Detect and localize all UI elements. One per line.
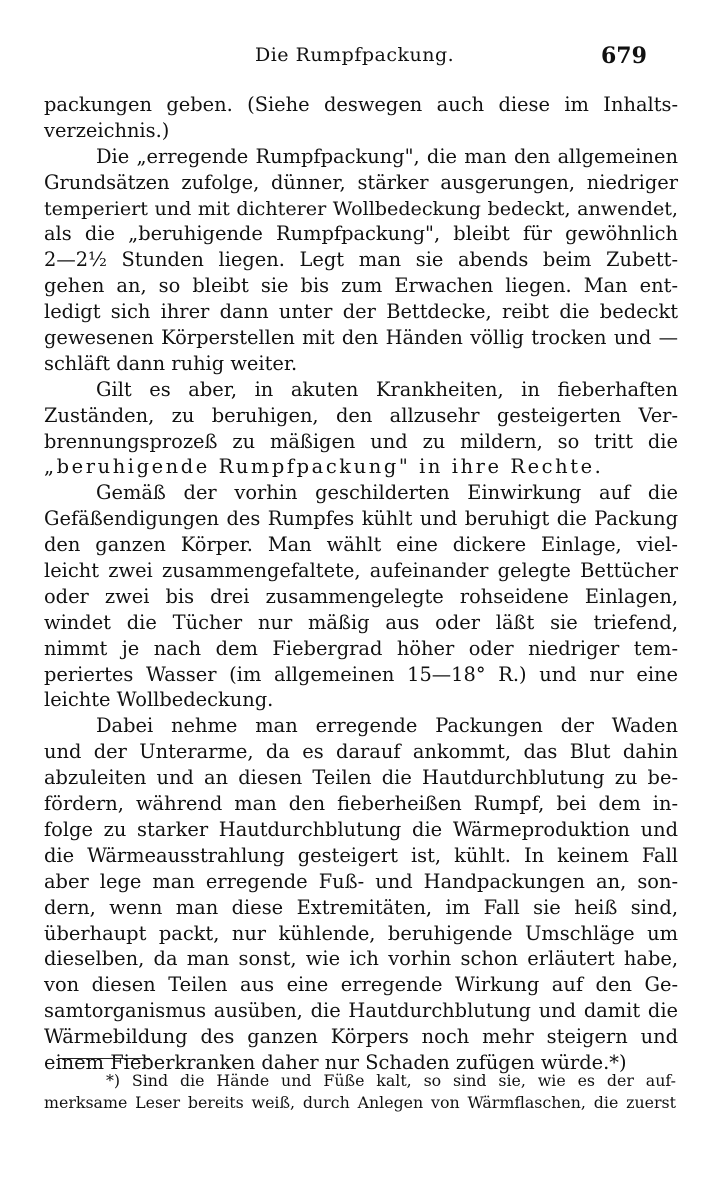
text-line: leicht zwei zusammengefaltete, aufeinander gelegte Bettücher (44, 559, 678, 583)
text-line: oder zwei bis drei zusammengelegte rohseidene Einlagen, (44, 584, 678, 608)
text-line: folge zu starker Hautdurchblutung die Wärmeproduktion und (44, 817, 678, 841)
text-line: brennungsprozeß zu mäßigen und zu mildern, so tritt die (44, 429, 678, 453)
text-line: Grundsätzen zufolge, dünner, stärker ausgerungen, niedriger (44, 170, 678, 194)
body-text (44, 92, 678, 1076)
text-line: gehen an, so bleibt sie bis zum Erwachen liegen. Man ent- (44, 274, 678, 298)
text-line: Gemäß der vorhin geschilderten Einwirkung auf die (96, 481, 678, 505)
running-head: Die Rumpfpackung. (255, 44, 455, 66)
text-line: schläft dann ruhig weiter. (44, 351, 298, 375)
text-line: einem Fieberkranken daher nur Schaden zufügen würde.*) (44, 1050, 627, 1074)
text-line: und der Unterarme, da es darauf ankommt, das Blut dahin (44, 740, 678, 764)
text-line: leichte Wollbedeckung. (44, 688, 274, 712)
text-line: dern, wenn man diese Extremitäten, im Fall sie heiß sind, (44, 895, 678, 919)
text-line: die Wärmeausstrahlung gesteigert ist, kühlt. In keinem Fall (44, 843, 678, 867)
text-line: ledigt sich ihrer dann unter der Bettdecke, reibt die bedeckt (44, 300, 678, 324)
text-line: gewesenen Körperstellen mit den Händen völlig trocken und — (44, 326, 678, 350)
text-line: nimmt je nach dem Fiebergrad höher oder niedriger tem- (44, 636, 678, 660)
footnote (44, 1070, 676, 1114)
footnote-line: *) Sind die Hände und Füße kalt, so sind sie, wie es der auf- (106, 1071, 676, 1090)
text-line: den ganzen Körper. Man wählt eine dickere Einlage, viel- (44, 533, 678, 557)
text-line: Dabei nehme man erregende Packungen der Waden (96, 714, 678, 738)
text-line: samtorganismus ausüben, die Hautdurchblutung und damit die (44, 999, 678, 1023)
footnote-rule (58, 1058, 150, 1059)
text-line: 2—2½ Stunden liegen. Legt man sie abends beim Zubett- (44, 248, 678, 272)
text-line: Die „erregende Rumpfpackung", die man den allgemeinen (96, 144, 678, 168)
text-line: temperiert und mit dichterer Wollbedeckung bedeckt, anwendet, (44, 196, 678, 220)
text-line: abzuleiten und an diesen Teilen die Hautdurchblutung zu be- (44, 766, 678, 790)
page-number: 679 (601, 43, 647, 69)
text-line: periertes Wasser (im allgemeinen 15—18° R.) und nur eine (44, 662, 678, 686)
text-line: „beruhigende Rumpfpackung" in ihre Rechte. (44, 455, 604, 479)
text-line: Zuständen, zu beruhigen, den allzusehr gesteigerten Ver- (44, 403, 678, 427)
text-line: windet die Tücher nur mäßig aus oder läßt sie triefend, (44, 610, 678, 634)
footnote-line: merksame Leser bereits weiß, durch Anlegen von Wärmflaschen, die zuerst (44, 1093, 676, 1112)
text-line: fördern, während man den fieberheißen Rumpf, bei dem in- (44, 792, 678, 816)
text-line: verzeichnis.) (44, 118, 170, 142)
text-line: überhaupt packt, nur kühlende, beruhigende Umschläge um (44, 921, 678, 945)
text-line: von diesen Teilen aus eine erregende Wirkung auf den Ge- (44, 973, 678, 997)
text-line: Wärmebildung des ganzen Körpers noch mehr steigern und (44, 1025, 678, 1049)
text-line: aber lege man erregende Fuß- und Handpackungen an, son- (44, 869, 678, 893)
text-line: Gefäßendigungen des Rumpfes kühlt und beruhigt die Packung (44, 507, 678, 531)
text-line: als die „beruhigende Rumpfpackung", bleibt für gewöhnlich (44, 222, 678, 246)
text-line: Gilt es aber, in akuten Krankheiten, in fieberhaften (96, 377, 678, 401)
text-line: packungen geben. (Siehe deswegen auch diese im Inhalts- (44, 93, 678, 116)
text-line: dieselben, da man sonst, wie ich vorhin schon erläutert habe, (44, 947, 678, 971)
